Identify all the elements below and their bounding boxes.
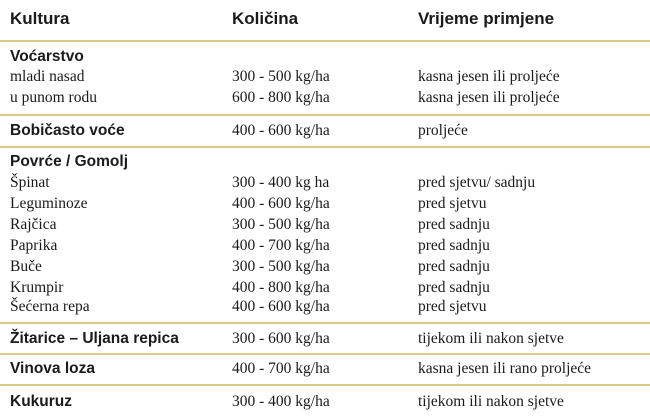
crop-timing: pred sjetvu: [418, 298, 487, 315]
crop-name: Paprika: [10, 237, 58, 254]
crop-timing: kasna jesen ili rano proljeće: [418, 360, 592, 377]
divider: [0, 40, 650, 42]
crop-name: Šećerna repa: [10, 298, 90, 315]
crop-timing: pred sjetvu/ sadnju: [418, 174, 536, 191]
group-title: Vinova loza: [10, 360, 95, 377]
header-vrijeme: Vrijeme primjene: [418, 9, 555, 28]
crop-amount: 300 - 400 kg/ha: [232, 393, 330, 410]
divider: [0, 322, 650, 324]
crop-timing: pred sadnju: [418, 237, 490, 254]
divider: [0, 114, 650, 116]
crop-name: Rajčica: [10, 216, 57, 233]
crop-name: mladi nasad: [10, 68, 85, 85]
crop-name: u punom rodu: [10, 89, 97, 106]
group-title: Kukuruz: [10, 393, 72, 410]
crop-amount: 400 - 700 kg/ha: [232, 360, 330, 377]
crop-amount: 300 - 500 kg/ha: [232, 68, 330, 85]
crop-timing: kasna jesen ili proljeće: [418, 68, 560, 85]
header-kultura: Kultura: [10, 9, 70, 28]
crop-amount: 400 - 600 kg/ha: [232, 122, 330, 139]
crop-amount: 300 - 400 kg ha: [232, 174, 330, 191]
crop-amount: 600 - 800 kg/ha: [232, 89, 330, 106]
crop-name: Špinat: [10, 174, 50, 191]
crop-name: Leguminoze: [10, 195, 88, 212]
crop-amount: 400 - 600 kg/ha: [232, 195, 330, 212]
divider: [0, 353, 650, 355]
crop-amount: 400 - 700 kg/ha: [232, 237, 330, 254]
crop-timing: pred sadnju: [418, 258, 490, 275]
crop-timing: pred sadnju: [418, 279, 490, 296]
crop-timing: proljeće: [418, 122, 468, 139]
crop-amount: 400 - 800 kg/ha: [232, 279, 330, 296]
crop-timing: tijekom ili nakon sjetve: [418, 330, 564, 347]
group-title: Voćarstvo: [10, 48, 84, 65]
crop-amount: 400 - 600 kg/ha: [232, 298, 330, 315]
divider: [0, 384, 650, 386]
group-title: Žitarice – Uljana repica: [10, 330, 179, 347]
crop-amount: 300 - 600 kg/ha: [232, 330, 330, 347]
crop-amount: 300 - 500 kg/ha: [232, 216, 330, 233]
crop-name: Buče: [10, 258, 42, 275]
group-title: Povrće / Gomolj: [10, 153, 129, 170]
crop-timing: pred sadnju: [418, 216, 490, 233]
divider: [0, 146, 650, 148]
crop-timing: tijekom ili nakon sjetve: [418, 393, 564, 410]
crop-amount: 300 - 500 kg/ha: [232, 258, 330, 275]
header-kolicina: Količina: [232, 9, 299, 28]
crop-name: Krumpir: [10, 279, 64, 296]
crop-timing: pred sjetvu: [418, 195, 487, 212]
group-title: Bobičasto voće: [10, 122, 125, 139]
crop-timing: kasna jesen ili proljeće: [418, 89, 560, 106]
